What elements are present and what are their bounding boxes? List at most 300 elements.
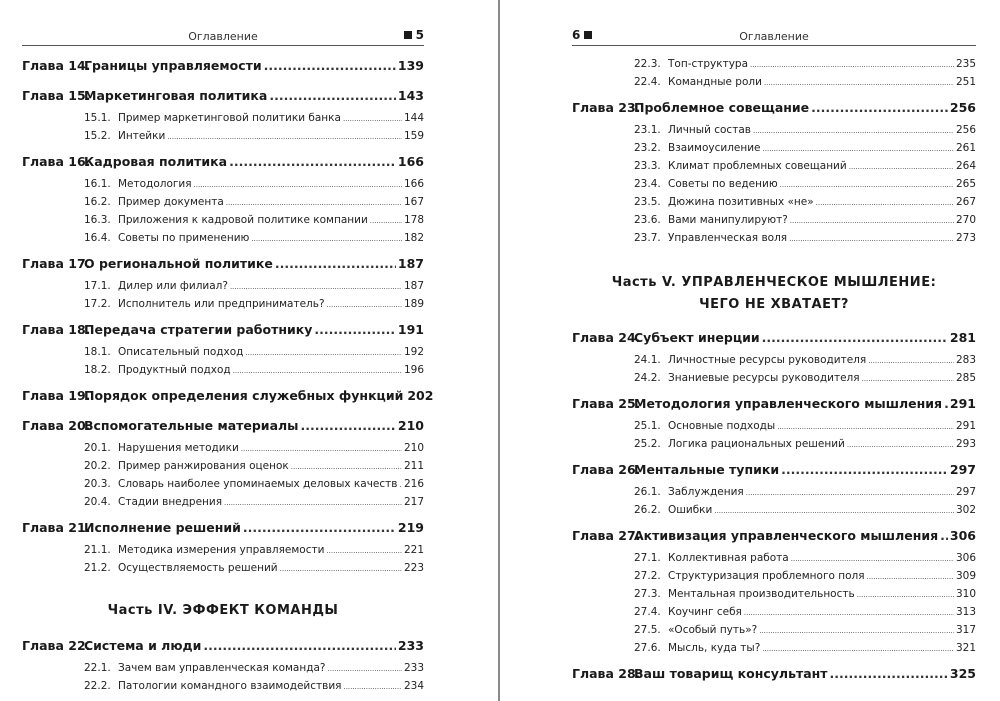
- section-title: Методология: [118, 178, 192, 190]
- section-title: Исполнитель или предприниматель?: [118, 298, 325, 310]
- toc-section-entry: [572, 420, 976, 438]
- toc-section-entry: [22, 442, 424, 460]
- chapter-title: Вспомогательные материалы: [84, 418, 299, 433]
- section-page: 270: [955, 214, 976, 226]
- toc-section-entry: [572, 372, 976, 390]
- section-page: 317: [955, 624, 976, 636]
- page-header: [22, 30, 424, 46]
- section-title: Нарушения методики: [118, 442, 239, 454]
- section-page: 233: [403, 662, 424, 674]
- toc-section-entry: [22, 196, 424, 214]
- section-number: 20.1.: [84, 442, 111, 454]
- chapter-title: Кадровая политика: [84, 154, 228, 169]
- toc-chapter: [22, 388, 434, 412]
- section-title: Методика измерения управляемости: [118, 544, 325, 556]
- toc-section-entry: [572, 354, 976, 372]
- toc-chapter-entry: [572, 666, 976, 690]
- section-title: Управленческая воля: [668, 232, 788, 244]
- section-page: 234: [403, 680, 424, 692]
- section-number: 27.1.: [634, 552, 661, 564]
- left-page: [0, 0, 498, 701]
- leader-dots: [230, 280, 402, 292]
- leader-dots: [167, 130, 402, 142]
- toc-section-entry: [572, 606, 976, 624]
- chapter-page: 291: [949, 396, 976, 411]
- toc-section-entry: [22, 130, 424, 148]
- section-title: Стадии внедрения: [118, 496, 223, 508]
- section-title: Командные роли: [668, 76, 762, 88]
- leader-dots: [241, 442, 402, 454]
- section-number: 25.2.: [634, 438, 661, 450]
- section-title: Патологии командного взаимодействия: [118, 680, 342, 692]
- section-page: 189: [403, 298, 424, 310]
- leader-dots: [399, 478, 402, 490]
- section-page: 217: [403, 496, 424, 508]
- leader-dots: [847, 438, 954, 450]
- section-title: Советы по ведению: [668, 178, 778, 190]
- toc-section-entry: [22, 214, 424, 232]
- section-number: 27.5.: [634, 624, 661, 636]
- section-title: Заблуждения: [668, 486, 744, 498]
- section-number: 17.2.: [84, 298, 111, 310]
- leader-dots: [777, 420, 954, 432]
- leader-dots: [275, 256, 396, 271]
- section-title: Описательный подход: [118, 346, 244, 358]
- leader-dots: [224, 496, 402, 508]
- section-page: 285: [955, 372, 976, 384]
- chapter-number: Глава 26.: [572, 462, 641, 477]
- toc-section-entry: [22, 346, 424, 364]
- toc-section-entry: [572, 624, 976, 642]
- section-page: 192: [403, 346, 424, 358]
- section-page: 310: [955, 588, 976, 600]
- leader-dots: [868, 354, 954, 366]
- section-title: Интейки: [118, 130, 166, 142]
- toc-chapter: [22, 58, 424, 82]
- section-page: 297: [955, 486, 976, 498]
- toc-chapter: [572, 462, 976, 522]
- toc-section-entry: [572, 58, 976, 76]
- section-page: 167: [403, 196, 424, 208]
- toc-chapter-entry: [22, 88, 424, 112]
- leader-dots: [753, 124, 954, 136]
- chapter-number: Глава 28.: [572, 666, 641, 681]
- leader-dots: [251, 232, 402, 244]
- section-page: 321: [955, 642, 976, 654]
- leader-dots: [280, 562, 402, 574]
- toc-section-entry: [572, 214, 976, 232]
- leader-dots: [849, 160, 954, 172]
- toc-section-entry: [22, 178, 424, 196]
- toc-chapter-entry: [22, 154, 424, 178]
- square-marker-icon: [584, 31, 592, 39]
- section-number: 20.3.: [84, 478, 111, 490]
- toc-section-entry: [22, 478, 424, 496]
- page-number-value: 5: [415, 28, 424, 42]
- leader-dots: [816, 196, 954, 208]
- toc-chapter-list: [572, 100, 976, 250]
- toc-chapter-entry: [572, 100, 976, 124]
- chapter-title: Маркетинговая политика: [84, 88, 268, 103]
- toc-section-entry: [22, 232, 424, 250]
- section-title: Ментальная производительность: [668, 588, 855, 600]
- leader-dots: [264, 58, 396, 73]
- leader-dots: [790, 214, 954, 226]
- section-number: 27.3.: [634, 588, 661, 600]
- section-title: Личностные ресурсы руководителя: [668, 354, 867, 366]
- section-page: 178: [403, 214, 424, 226]
- chapter-title: Порядок определения служебных функций: [84, 388, 404, 403]
- section-page: 210: [403, 442, 424, 454]
- section-title: Зачем вам управленческая команда?: [118, 662, 326, 674]
- page-number: [572, 28, 592, 42]
- section-number: 15.2.: [84, 130, 111, 142]
- part-title-line: Часть V. УПРАВЛЕНЧЕСКОЕ МЫШЛЕНИЕ:: [611, 275, 937, 290]
- leader-dots: [343, 112, 402, 124]
- leader-dots: [300, 418, 395, 433]
- chapter-page: 219: [397, 520, 424, 535]
- toc-section-entry: [572, 438, 976, 456]
- section-page: 267: [955, 196, 976, 208]
- section-number: 26.1.: [634, 486, 661, 498]
- chapter-title: Границы управляемости: [84, 58, 262, 73]
- section-title: Пример ранжирования оценок: [118, 460, 289, 472]
- leader-dots: [746, 486, 954, 498]
- toc-chapter: [22, 418, 424, 514]
- section-page: 187: [403, 280, 424, 292]
- toc-chapter: [22, 256, 424, 316]
- chapter-page: 166: [397, 154, 424, 169]
- chapter-number: Глава 21.: [22, 520, 91, 535]
- chapter-number: Глава 24.: [572, 330, 641, 345]
- toc-chapter-entry: [22, 58, 424, 82]
- section-title: Словарь наиболее упоминаемых деловых качеств: [118, 478, 398, 490]
- toc-chapter: [22, 520, 424, 580]
- section-page: 265: [955, 178, 976, 190]
- section-title: Продуктный подход: [118, 364, 231, 376]
- section-title: Взаимоусиление: [668, 142, 761, 154]
- toc-section-entry: [22, 298, 424, 316]
- toc-chapter-list: [22, 58, 434, 580]
- chapter-page: 139: [397, 58, 424, 73]
- section-number: 23.6.: [634, 214, 661, 226]
- section-title: Вами манипулируют?: [668, 214, 788, 226]
- section-page: 313: [955, 606, 976, 618]
- section-page: 223: [403, 562, 424, 574]
- part-title-line: ЧЕГО НЕ ХВАТАЕТ?: [699, 297, 849, 312]
- section-title: Основные подходы: [668, 420, 776, 432]
- section-page: 216: [403, 478, 424, 490]
- section-number: 23.7.: [634, 232, 661, 244]
- toc-chapter-entry: [22, 256, 424, 280]
- section-number: 16.4.: [84, 232, 111, 244]
- section-number: 20.4.: [84, 496, 111, 508]
- toc-chapter: [22, 154, 424, 250]
- toc-chapter-entry: [22, 638, 424, 662]
- chapter-title: Проблемное совещание: [634, 100, 810, 115]
- section-page: 309: [955, 570, 976, 582]
- page-header: [572, 30, 976, 46]
- toc-chapter: [572, 330, 976, 390]
- section-number: 17.1.: [84, 280, 111, 292]
- toc-chapter: [22, 88, 424, 148]
- chapter-title: О региональной политике: [84, 256, 273, 271]
- book-gutter: [498, 0, 500, 701]
- chapter-number: Глава 14.: [22, 58, 91, 73]
- leader-dots: [780, 178, 954, 190]
- toc-content: [572, 58, 976, 696]
- leader-dots: [245, 346, 402, 358]
- section-page: 291: [955, 420, 976, 432]
- toc-chapter-entry: [22, 520, 424, 544]
- toc-section-entry: [572, 160, 976, 178]
- chapter-title: Активизация управленческого мышления: [634, 528, 939, 543]
- chapter-title: Исполнение решений: [84, 520, 241, 535]
- section-page: 182: [403, 232, 424, 244]
- leader-dots: [326, 544, 402, 556]
- chapter-title: Субъект инерции: [634, 330, 760, 345]
- chapter-page: 143: [397, 88, 424, 103]
- leader-dots: [327, 298, 402, 310]
- section-page: 221: [403, 544, 424, 556]
- section-title: Дюжина позитивных «не»: [668, 196, 814, 208]
- section-page: 283: [955, 354, 976, 366]
- toc-section-entry: [572, 124, 976, 142]
- chapter-number: Глава 15.: [22, 88, 91, 103]
- leader-dots: [243, 520, 396, 535]
- toc-section-entry: [22, 496, 424, 514]
- section-page: 256: [955, 124, 976, 136]
- section-number: 23.1.: [634, 124, 661, 136]
- section-number: 21.1.: [84, 544, 111, 556]
- section-page: 235: [955, 58, 976, 70]
- toc-section-entry: [22, 112, 424, 130]
- chapter-page: 256: [949, 100, 976, 115]
- chapter-title: Передача стратегии работнику: [84, 322, 313, 337]
- section-number: 21.2.: [84, 562, 111, 574]
- toc-section-entry: [22, 680, 424, 698]
- leader-dots: [750, 58, 954, 70]
- chapter-title: Ваш товарищ консультант: [634, 666, 828, 681]
- toc-chapter-entry: [572, 330, 976, 354]
- leader-dots: [314, 322, 396, 337]
- section-title: Топ-структура: [668, 58, 749, 70]
- toc-chapter-entry: [572, 528, 976, 552]
- leader-dots: [862, 372, 954, 384]
- chapter-page: 281: [949, 330, 976, 345]
- section-number: 22.2.: [84, 680, 111, 692]
- leader-dots: [944, 396, 948, 411]
- section-title: Дилер или филиал?: [118, 280, 228, 292]
- section-page: 251: [955, 76, 976, 88]
- leader-dots: [789, 232, 954, 244]
- section-number: 22.4.: [634, 76, 661, 88]
- section-title: «Особый путь»?: [668, 624, 758, 636]
- section-number: 22.3.: [634, 58, 661, 70]
- section-number: 18.1.: [84, 346, 111, 358]
- section-number: 27.6.: [634, 642, 661, 654]
- chapter-page: 306: [949, 528, 976, 543]
- chapter-page: 191: [397, 322, 424, 337]
- toc-chapter: [22, 638, 424, 698]
- toc-chapter-list: [22, 638, 424, 698]
- section-page: 166: [403, 178, 424, 190]
- leader-dots: [714, 504, 954, 516]
- chapter-number: Глава 27.: [572, 528, 641, 543]
- leader-dots: [744, 606, 954, 618]
- leader-dots: [857, 588, 954, 600]
- chapter-title: Ментальные тупики: [634, 462, 780, 477]
- leader-dots: [830, 666, 948, 681]
- chapter-number: Глава 20.: [22, 418, 91, 433]
- toc-chapter-entry: [22, 322, 424, 346]
- leader-dots: [203, 638, 396, 653]
- section-number: 24.1.: [634, 354, 661, 366]
- section-number: 16.1.: [84, 178, 111, 190]
- chapter-number: Глава 23.: [572, 100, 641, 115]
- toc-section-entry: [572, 142, 976, 160]
- section-title: Коллективная работа: [668, 552, 789, 564]
- chapter-page: 202: [407, 388, 434, 403]
- section-title: Пример маркетинговой политики банка: [118, 112, 341, 124]
- toc-section-entry: [22, 280, 424, 298]
- section-page: 264: [955, 160, 976, 172]
- toc-chapter-entry: [572, 396, 976, 420]
- section-number: 26.2.: [634, 504, 661, 516]
- section-title: Ошибки: [668, 504, 713, 516]
- section-page: 261: [955, 142, 976, 154]
- toc-content: [22, 58, 434, 701]
- section-number: 15.1.: [84, 112, 111, 124]
- section-title: Коучинг себя: [668, 606, 742, 618]
- toc-section-entry: [22, 544, 424, 562]
- chapter-number: Глава 25.: [572, 396, 641, 411]
- section-number: 25.1.: [634, 420, 661, 432]
- toc-section-entry: [22, 562, 424, 580]
- section-number: 20.2.: [84, 460, 111, 472]
- toc-section-entry: [572, 76, 976, 94]
- section-title: Приложения к кадровой политике компании: [118, 214, 368, 226]
- section-number: 23.2.: [634, 142, 661, 154]
- section-page: 211: [403, 460, 424, 472]
- toc-section-entry: [572, 570, 976, 588]
- leader-dots: [759, 624, 954, 636]
- toc-section-entry: [22, 364, 424, 382]
- chapter-title: Методология управленческого мышления: [634, 396, 943, 411]
- leader-dots: [233, 364, 402, 376]
- section-page: 273: [955, 232, 976, 244]
- leader-dots: [867, 570, 954, 582]
- section-number: 23.4.: [634, 178, 661, 190]
- toc-section-entry: [22, 662, 424, 680]
- section-number: 23.5.: [634, 196, 661, 208]
- toc-chapter-entry: [22, 388, 434, 412]
- section-title: Знаниевые ресурсы руководителя: [668, 372, 860, 384]
- running-title: Оглавление: [739, 30, 809, 43]
- leader-dots: [291, 460, 402, 472]
- running-title: Оглавление: [188, 30, 258, 43]
- chapter-number: Глава 16.: [22, 154, 91, 169]
- chapter-number: Глава 18.: [22, 322, 91, 337]
- page-number-value: 6: [572, 28, 581, 42]
- toc-chapter-entry: [572, 462, 976, 486]
- toc-chapter: [572, 528, 976, 660]
- leader-dots: [791, 552, 954, 564]
- toc-continued-sections: [572, 58, 976, 94]
- toc-section-entry: [572, 552, 976, 570]
- leader-dots: [343, 680, 401, 692]
- toc-chapter: [572, 100, 976, 250]
- chapter-title: Система и люди: [84, 638, 202, 653]
- leader-dots: [762, 330, 948, 345]
- section-title: Личный состав: [668, 124, 751, 136]
- section-number: 27.2.: [634, 570, 661, 582]
- toc-section-entry: [572, 588, 976, 606]
- page-number: [404, 28, 424, 42]
- leader-dots: [763, 142, 954, 154]
- section-page: 159: [403, 130, 424, 142]
- section-title: Осуществляемость решений: [118, 562, 278, 574]
- toc-chapter: [572, 666, 976, 690]
- section-page: 293: [955, 438, 976, 450]
- leader-dots: [229, 154, 396, 169]
- section-number: 16.3.: [84, 214, 111, 226]
- leader-dots: [269, 88, 396, 103]
- leader-dots: [781, 462, 948, 477]
- leader-dots: [328, 662, 402, 674]
- part-title: Часть IV. ЭФФЕКТ КОМАНДЫ: [107, 603, 339, 618]
- leader-dots: [764, 76, 954, 88]
- leader-dots: [226, 196, 402, 208]
- section-number: 23.3.: [634, 160, 661, 172]
- leader-dots: [811, 100, 948, 115]
- toc-chapter: [572, 396, 976, 456]
- chapter-page: 187: [397, 256, 424, 271]
- section-title: Структуризация проблемного поля: [668, 570, 865, 582]
- section-title: Логика рациональных решений: [668, 438, 845, 450]
- toc-chapter: [22, 322, 424, 382]
- right-page: [502, 0, 1000, 701]
- chapter-page: 297: [949, 462, 976, 477]
- section-number: 24.2.: [634, 372, 661, 384]
- section-title: Советы по применению: [118, 232, 250, 244]
- section-number: 27.4.: [634, 606, 661, 618]
- toc-chapter-list: [572, 330, 976, 690]
- section-page: 302: [955, 504, 976, 516]
- toc-section-entry: [572, 178, 976, 196]
- section-title: Пример документа: [118, 196, 224, 208]
- chapter-page: 325: [949, 666, 976, 681]
- chapter-page: 233: [397, 638, 424, 653]
- section-number: 18.2.: [84, 364, 111, 376]
- chapter-number: Глава 22.: [22, 638, 91, 653]
- section-title: Мысль, куда ты?: [668, 642, 761, 654]
- toc-section-entry: [572, 196, 976, 214]
- section-page: 144: [403, 112, 424, 124]
- section-number: 16.2.: [84, 196, 111, 208]
- toc-section-entry: [22, 460, 424, 478]
- chapter-page: 210: [397, 418, 424, 433]
- toc-section-entry: [572, 504, 976, 522]
- toc-chapter-entry: [22, 418, 424, 442]
- leader-dots: [370, 214, 402, 226]
- chapter-number: Глава 17.: [22, 256, 91, 271]
- section-page: 196: [403, 364, 424, 376]
- section-title: Климат проблемных совещаний: [668, 160, 847, 172]
- leader-dots: [762, 642, 954, 654]
- toc-section-entry: [572, 232, 976, 250]
- part-title: [572, 272, 976, 316]
